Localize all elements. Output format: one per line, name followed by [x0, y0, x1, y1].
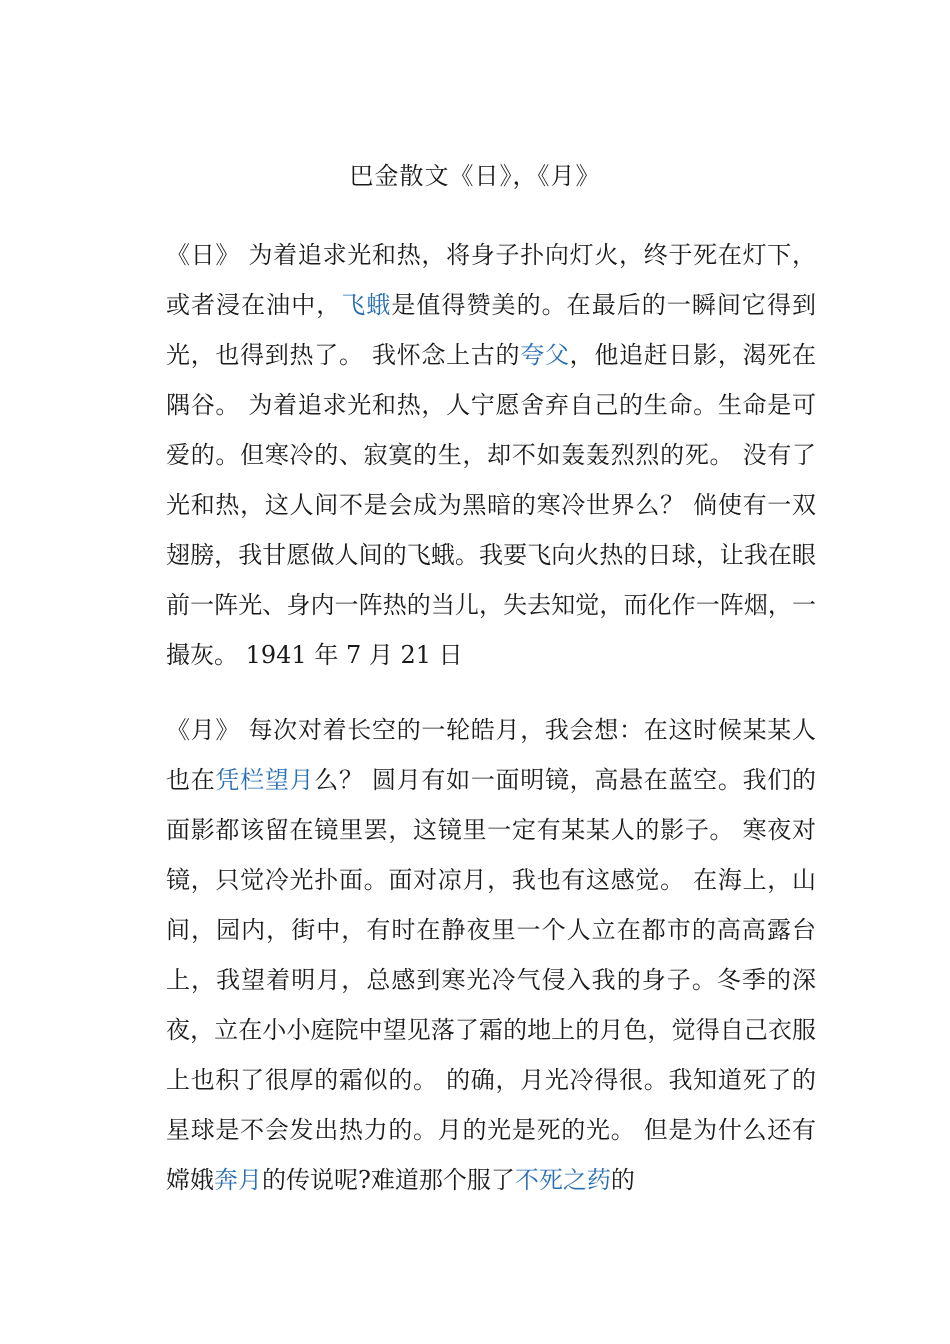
text-segment: 是值得赞美的。在最后的一瞬间它得到光，也得到热了。 我怀念上古的: [166, 291, 817, 369]
link-kua-fu[interactable]: 夸父: [520, 341, 570, 369]
paragraph-ri: [166, 230, 816, 680]
link-ben-yue[interactable]: 奔月: [214, 1166, 262, 1194]
text-segment: 的: [610, 1166, 635, 1194]
link-bu-si-zhi-yao[interactable]: 不死之药: [514, 1166, 611, 1194]
link-fei-e[interactable]: 飞蛾: [341, 291, 392, 319]
page-title: 巴金散文《日》，《月》: [349, 162, 601, 190]
paragraph-yue: [166, 705, 816, 1205]
link-ping-lan-wang-yue[interactable]: 凭栏望月: [215, 766, 315, 794]
text-segment: 的传说呢?难道那个服了: [262, 1166, 515, 1194]
text-segment: ，他追赶日影，渴死在隅谷。 为着追求光和热，人宁愿舍弃自己的生命。生命是可爱的。但寒冷的、寂寞的生，却不如轰轰烈烈的死。 没有了光和热，这人间不是会成为黑暗的寒冷世界么？ 倘使有一双翅膀，我甘愿做人间的飞蛾。我要飞向火热的日球，让我在眼前一阵光、身内一阵热的当儿，失去知觉，而化作一阵烟，一撮灰。 1941 年 7 月 21 日: [166, 341, 817, 669]
text-segment: 么？ 圆月有如一面明镜，高悬在蓝空。我们的面影都该留在镜里罢，这镜里一定有某某人的影子。 寒夜对镜，只觉冷光扑面。面对凉月，我也有这感觉。 在海上，山间，园内，街中，有时在静夜里一个人立在都市的高高露台上，我望着明月，总感到寒光冷气侵入我的身子。冬季的深夜，立在小小庭院中望见落了霜的地上的月色，觉得自己衣服上也积了很厚的霜似的。 的确，月光冷得很。我知道死了的星球是不会发出热力的。月的光是死的光。 但是为什么还有嫦娥: [166, 766, 817, 1194]
text-segment: 《月》 每次对着长空的一轮皓月，我会想：在这时候某某人也在: [166, 716, 816, 794]
text-segment: 《日》 为着追求光和热，将身子扑向灯火，终于死在灯下，或者浸在油中，: [166, 241, 816, 319]
